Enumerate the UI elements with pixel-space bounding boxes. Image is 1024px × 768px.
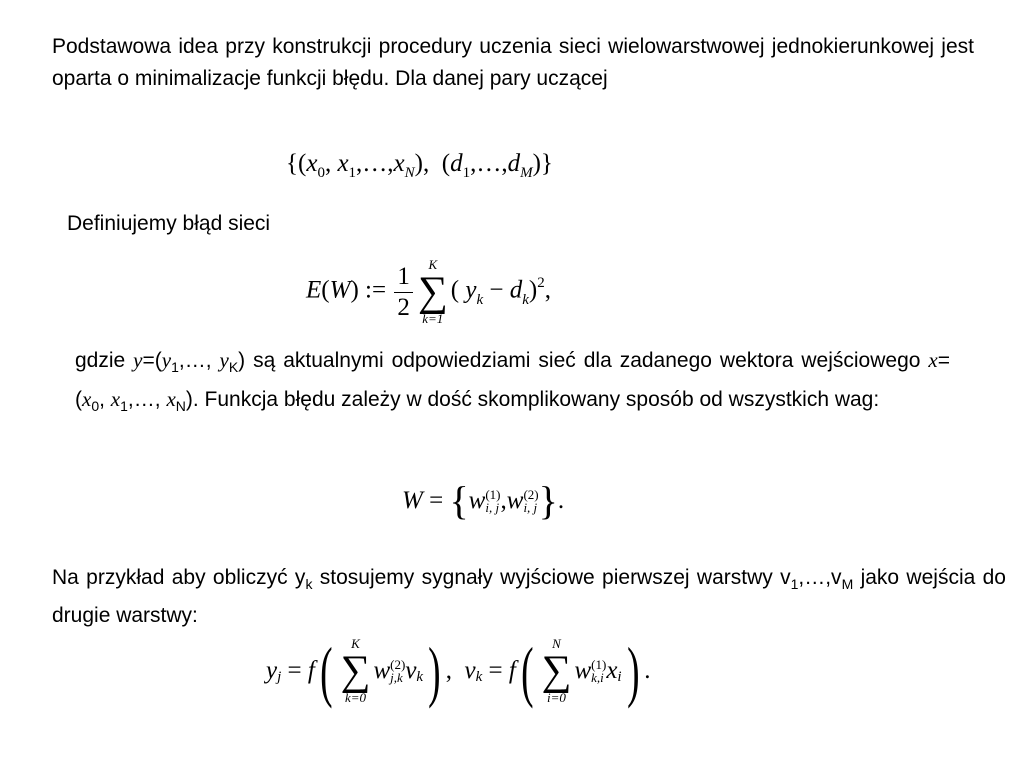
eq1-ellipsis2: ,…, <box>470 150 508 177</box>
paragraph-example <box>52 562 1006 632</box>
eq1-dM: d <box>507 150 521 177</box>
eq2-sum-lower: k=1 <box>422 311 444 326</box>
paragraph-intro <box>52 31 974 95</box>
eq3-sub2: i, j <box>523 500 538 515</box>
paragraph-where <box>75 344 950 422</box>
eq4-sum1 <box>341 637 371 705</box>
eq4-w1-sub: j,k <box>390 670 403 685</box>
eq4-rparen2: ) <box>626 633 640 709</box>
equation-training-pair <box>286 150 553 181</box>
eq2-fraction <box>394 262 413 323</box>
eq2-sum-sign: ∑ <box>417 269 448 315</box>
eq1-subN: N <box>404 165 415 181</box>
p3-t7: ,…, <box>127 388 167 412</box>
eq4-sum1-lower: k=0 <box>344 690 366 705</box>
p3-subK: K <box>228 359 239 376</box>
paragraph-error-def-text: Definiujemy błąd sieci <box>67 212 271 235</box>
p3-subN: N <box>175 398 186 415</box>
eq4-y: y <box>266 657 278 684</box>
eq1-d1: d <box>450 150 463 177</box>
eq3-W: W <box>402 487 423 514</box>
eq2-assign: := <box>365 276 387 304</box>
eq3-w2: w <box>506 487 524 514</box>
p3-t5: =( <box>75 349 950 412</box>
eq1-mid: ), ( <box>414 150 451 177</box>
eq4-v2: v <box>464 657 476 684</box>
p3-x0: x <box>82 387 92 412</box>
equation-error-function <box>306 258 551 326</box>
eq2-yk-sub: k <box>476 291 484 308</box>
eq4-w2: w <box>574 657 592 684</box>
eq2-sum-upper: K <box>428 257 438 272</box>
eq3-dot: . <box>557 487 565 514</box>
p3-t1: gdzie <box>75 349 134 372</box>
eq1-x0: x <box>306 150 318 177</box>
p3-subx1: 1 <box>120 398 128 415</box>
p3-sub1: 1 <box>171 359 179 376</box>
p3-y: y <box>133 348 143 372</box>
eq2-rparen: ) <box>350 276 359 304</box>
eq1-subM: M <box>520 165 533 181</box>
eq3-lbrace: { <box>449 478 469 523</box>
eq4-sum2 <box>542 637 572 705</box>
p4-subk: k <box>305 576 313 593</box>
eq1-rbrace: )} <box>532 150 553 177</box>
eq4-w2-sup: (1) <box>591 657 607 672</box>
eq4-x: x <box>606 657 618 684</box>
eq4-w1-indices <box>390 658 405 684</box>
p4-subM: M <box>841 576 854 593</box>
eq4-sum2-sign: ∑ <box>541 648 572 694</box>
eq2-comma: , <box>544 276 551 304</box>
eq1-dsub1: 1 <box>462 165 471 181</box>
p3-xN: x <box>166 387 176 412</box>
eq4-y-sub: j <box>277 668 282 685</box>
eq1-sub0: 0 <box>317 165 325 181</box>
eq4-sum1-sign: ∑ <box>340 648 371 694</box>
p4-t4: jako wejścia do drugie warstwy: <box>52 566 1006 628</box>
eq4-v1: v <box>405 657 417 684</box>
eq4-equals1: = <box>287 657 302 684</box>
equation-weights <box>402 478 564 524</box>
p3-yK: y <box>219 348 229 372</box>
paragraph-intro-text: Podstawowa idea przy konstrukcji procedury uczenia sieci wielowarstwowej jednokierunkowej jest oparta o minimalizacje funkcji błędu. Dla danej pary uczącej <box>52 35 974 90</box>
eq4-w1-sup: (2) <box>390 657 406 672</box>
eq3-w2-indices <box>523 488 538 514</box>
eq2-numerator: 1 <box>394 262 413 293</box>
eq4-sum2-upper: N <box>552 636 561 651</box>
eq2-minus: − <box>489 276 504 304</box>
eq4-w2-indices <box>591 658 606 684</box>
eq4-w2-sub: k,i <box>591 670 604 685</box>
eq4-w1: w <box>373 657 391 684</box>
eq2-open: ( <box>450 276 460 304</box>
eq4-dot: . <box>644 657 651 684</box>
eq1-ellipsis1: ,…, <box>356 150 394 177</box>
eq3-sup1: (1) <box>485 487 501 502</box>
p3-t4: ) są aktualnymi odpowiedziami sieć dla zadanego wektora wejściowego <box>238 349 929 372</box>
eq1-comma1: , <box>324 150 332 177</box>
eq3-rbrace: } <box>538 478 558 523</box>
eq4-sum2-lower: i=0 <box>547 690 566 705</box>
eq4-x-sub: i <box>617 668 622 685</box>
eq4-lparen1: ( <box>319 633 333 709</box>
eq4-lparen2: ( <box>520 633 534 709</box>
p3-y1: y <box>161 348 172 372</box>
eq2-sum <box>418 258 448 326</box>
eq2-d: d <box>509 276 523 304</box>
p4-t1: Na przykład aby obliczyć y <box>52 566 306 589</box>
eq1-lbrace: {( <box>286 150 307 177</box>
eq2-E: E <box>306 276 322 304</box>
eq2-power: 2 <box>537 274 545 291</box>
eq4-v2-sub: k <box>475 668 483 685</box>
eq3-w1-indices <box>485 488 500 514</box>
eq2-denominator: 2 <box>397 293 410 321</box>
eq2-y: y <box>465 276 477 304</box>
eq3-sup2: (2) <box>523 487 539 502</box>
eq2-lparen: ( <box>321 276 330 304</box>
eq4-separator: , <box>445 657 452 684</box>
eq3-w1: w <box>468 487 486 514</box>
p3-x1: x <box>110 387 121 412</box>
p3-t8: ). Funkcja błędu zależy w dość skomplikowany sposób od wszystkich wag: <box>185 388 880 412</box>
p4-sub1: 1 <box>790 576 799 593</box>
eq4-f1: f <box>307 657 315 684</box>
eq1-xN: x <box>393 150 405 177</box>
paragraph-error-def <box>67 208 467 240</box>
eq1-x1: x <box>337 150 349 177</box>
eq1-sub1: 1 <box>348 165 357 181</box>
eq4-f2: f <box>508 657 516 684</box>
p3-t6: , <box>99 388 111 412</box>
eq2-close: ) <box>528 276 538 304</box>
eq4-equals2: = <box>488 657 503 684</box>
eq4-v1-sub: k <box>416 668 424 685</box>
eq2-W: W <box>329 276 351 304</box>
p4-t2: stosujemy sygnały wyjściowe pierwszej warstwy v <box>312 566 791 589</box>
eq3-equals: = <box>429 487 444 514</box>
eq2-dk-sub: k <box>522 291 529 308</box>
p3-t3: ,…, <box>178 349 220 372</box>
eq4-rparen1: ) <box>428 633 441 709</box>
p3-sub0: 0 <box>91 398 100 415</box>
eq3-comma: , <box>500 487 507 514</box>
p3-x: x <box>928 348 938 372</box>
equation-layer-outputs <box>266 633 651 709</box>
eq4-sum1-upper: K <box>351 636 360 651</box>
p4-t3: ,…,v <box>798 566 842 589</box>
eq3-sub1: i, j <box>485 500 500 515</box>
p3-t2: =( <box>142 349 162 372</box>
